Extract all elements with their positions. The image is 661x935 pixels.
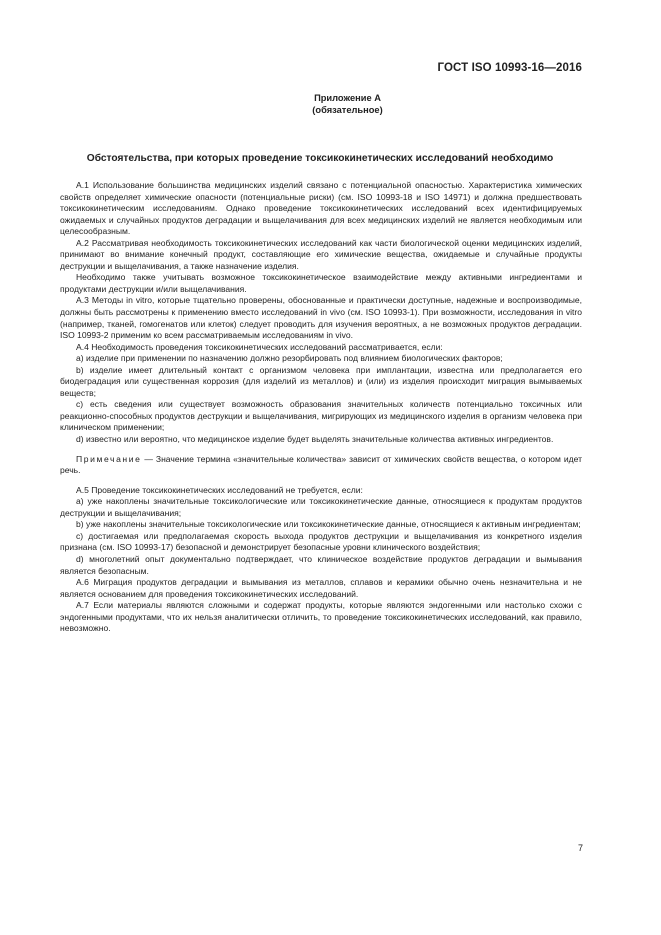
page-number: 7 xyxy=(577,843,583,853)
note xyxy=(60,454,582,477)
list-item-a5-b: b) уже накоплены значительные токсикологические или токсикокинетические данные, относящиеся к активным ингредиентам; xyxy=(76,519,581,530)
list-item-a5-a: a) уже накоплены значительные токсикологические или токсикокинетические данные, относящиеся к продуктам продуктов деструкции и выщелачивания; xyxy=(60,496,582,518)
paragraph-a2-cont: Необходимо также учитывать возможное токсикокинетическое взаимодействие между активными ингредиентами и продуктами деструкции и/или выщелачивания. xyxy=(60,272,582,294)
list-item-a5-c: c) достигаемая или предполагаемая скорость выхода продуктов деструкции и выщелачивания из конкретного изделия признана (см. ISO 10993-17) безопасной и демонстрирует безопасные уровни клинического воздействия; xyxy=(60,530,582,553)
list-item-a4-d: d) известно или вероятно, что медицинское изделие будет выделять значительные количества активных ингредиентов. xyxy=(76,434,554,445)
list-item-a4-c: c) есть сведения или существует возможность образования значительных количеств потенциально токсичных или реакционно-способных продуктов деструкции и выщелачивания, мигрирующих из медицинского изделия в организм человека при клиническом применении; xyxy=(60,399,582,433)
list-item-a4-a: a) изделие при применении по назначению должно резорбировать под влиянием биологических факторов; xyxy=(76,353,503,364)
note-text: — Значение термина «значительные количества» зависит от химических свойств вещества, о котором идет речь. xyxy=(60,453,582,476)
list-item-a4-b: b) изделие имеет длительный контакт с организмом человека при имплантации, известна или предполагается его биодеградация или существенная коррозия (для изделий из металлов) и (или) из изделия происходит миграция вымываемых веществ; xyxy=(60,364,582,398)
paragraph-a2: А.2 Рассматривая необходимость токсикокинетических исследований как части биологической оценки медицинских изделий, принимают во внимание конечный продукт, составляющие его химические вещества, ожидаемые и случайные продукты деструкции и выщелачивания, а также назначение изделия. xyxy=(60,237,582,271)
standard-designation: ГОСТ ISO 10993-16—2016 xyxy=(437,62,582,74)
appendix-heading xyxy=(0,92,661,116)
note-label: Примечание xyxy=(76,453,142,464)
appendix-title: Приложение А xyxy=(314,93,381,103)
paragraph-a5: А.5 Проведение токсикокинетических исследований не требуется, если: xyxy=(76,484,363,495)
paragraph-a3: А.3 Методы in vitro, которые тщательно проверены, обоснованные и практически доступные, надежные и воспроизводимые, должны быть рассмотрены к применению вместо исследований in vivo (см. ISO 10993-1). При возможности, исследования in vitro (например, тканей, гомогенатов или клеток) следует проводить для изучения вероятных, а не возможных продуктов деградации. ISO 10993-2 применим ко всем рассматриваемым исследованиям in vivo. xyxy=(60,295,582,341)
appendix-status: (обязательное) xyxy=(312,105,383,115)
list-item-a5-d: d) многолетний опыт документально подтверждает, что клиническое воздействие продуктов деградации и вымывания является безопасным. xyxy=(60,553,582,576)
paragraph-a7: А.7 Если материалы являются сложными и содержат продукты, которые являются эндогенными или настолько схожи с эндогенными продуктами, что их нельзя аналитически отличить, то проведение токсикокинетических исследований, как правило, невозможно. xyxy=(60,600,582,634)
section-title: Обстоятельства, при которых проведение токсикокинетических исследований необходимо xyxy=(86,153,554,164)
paragraph-a1: А.1 Использование большинства медицинских изделий связано с потенциальной опасностью. Характеристика химических свойств определяет химические опасности (потенциальные риски) (см. ISO 10993-18 и ISO 14971) и должна предшествовать токсикокинетическим исследованиям. Однако проведение токсикокинетических исследований всех идентифицируемых ожидаемых и случайных продуктов деградации и выщелачивания для всех медицинских изделий не является необходимым или целесообразным. xyxy=(60,180,582,237)
paragraph-a6: А.6 Миграция продуктов деградации и вымывания из металлов, сплавов и керамики обычно очень незначительна и не является основанием для проведения токсикокинетических исследований. xyxy=(60,577,582,599)
paragraph-a4: А.4 Необходимость проведения токсикокинетических исследований рассматривается, если: xyxy=(76,341,443,352)
document-body xyxy=(60,180,582,635)
